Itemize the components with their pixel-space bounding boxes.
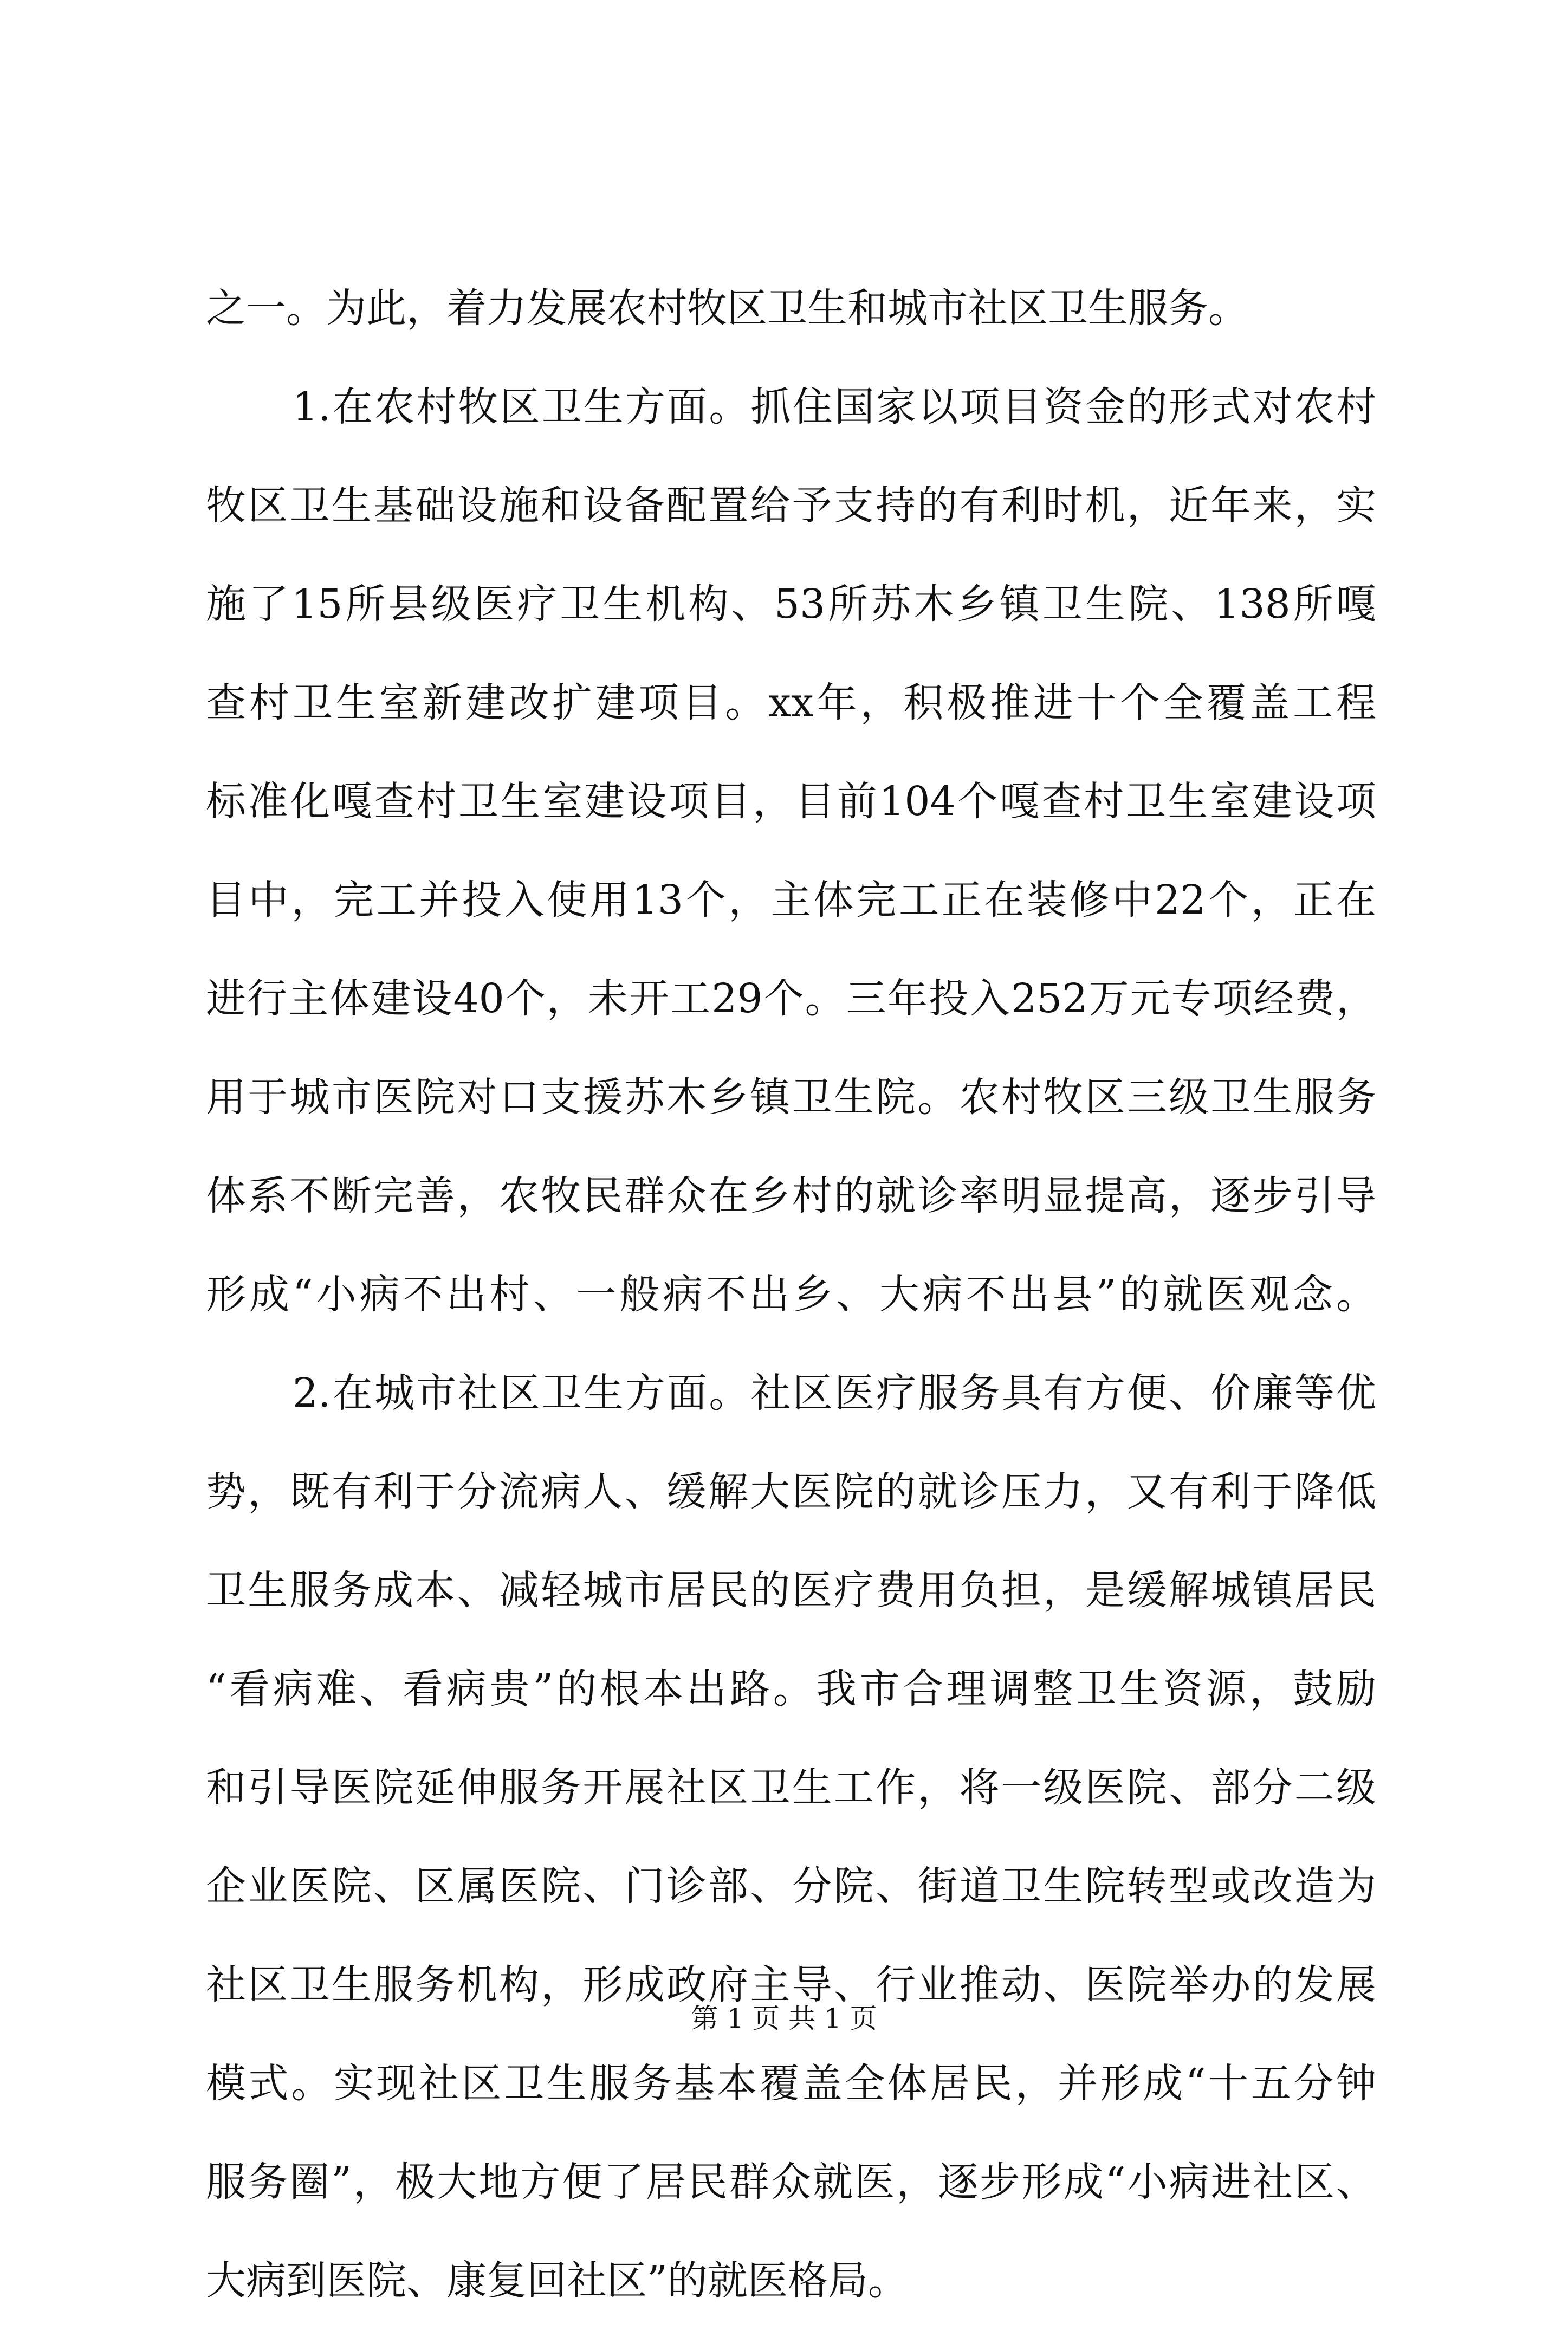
text-line: 模式。实现社区卫生服务基本覆盖全体居民，并形成“十五分钟	[206, 2060, 1376, 2107]
text-line: 牧区卫生基础设施和设备配置给予支持的有利时机，近年来，实	[206, 482, 1376, 529]
text-line: 目中，完工并投入使用13个，主体完工正在装修中22个，正在	[206, 877, 1376, 923]
text-line: 标准化嘎查村卫生室建设项目，目前104个嘎查村卫生室建设项	[206, 778, 1376, 825]
text-line: 和引导医院延伸服务开展社区卫生工作，将一级医院、部分二级	[206, 1764, 1376, 1811]
text-line: 社区卫生服务机构，形成政府主导、行业推动、医院举办的发展	[206, 1962, 1376, 2008]
text-line: 卫生服务成本、减轻城市居民的医疗费用负担，是缓解城镇居民	[206, 1567, 1376, 1614]
text-line: 服务圈”，极大地方便了居民群众就医，逐步形成“小病进社区、	[206, 2159, 1376, 2205]
text-line: 用于城市医院对口支援苏木乡镇卫生院。农村牧区三级卫生服务	[206, 1074, 1376, 1121]
text-line: 之一。为此，着力发展农村牧区卫生和城市社区卫生服务。	[206, 285, 1248, 332]
text-line: 大病到医院、康复回社区”的就医格局。	[206, 2257, 908, 2304]
page-number-label: 第 1 页 共 1 页	[691, 2003, 877, 2034]
text-line: 势，既有利于分流病人、缓解大医院的就诊压力，又有利于降低	[206, 1468, 1376, 1515]
page-footer	[0, 1999, 1568, 2037]
text-line: 企业医院、区属医院、门诊部、分院、街道卫生院转型或改造为	[206, 1863, 1376, 1910]
text-line: 2.在城市社区卫生方面。社区医疗服务具有方便、价廉等优	[293, 1370, 1376, 1416]
text-line: 施了15所县级医疗卫生机构、53所苏木乡镇卫生院、138所嘎	[206, 581, 1376, 627]
text-line: 查村卫生室新建改扩建项目。xx年，积极推进十个全覆盖工程	[206, 679, 1376, 726]
text-line: “看病难、看病贵”的根本出路。我市合理调整卫生资源，鼓励	[206, 1666, 1376, 1712]
text-line: 体系不断完善，农牧民群众在乡村的就诊率明显提高，逐步引导	[206, 1173, 1376, 1219]
text-line: 1.在农村牧区卫生方面。抓住国家以项目资金的形式对农村	[293, 384, 1376, 430]
text-line: 形成“小病不出村、一般病不出乡、大病不出县”的就医观念。	[206, 1271, 1376, 1318]
text-line: 进行主体建设40个，未开工29个。三年投入252万元专项经费，	[206, 975, 1376, 1022]
